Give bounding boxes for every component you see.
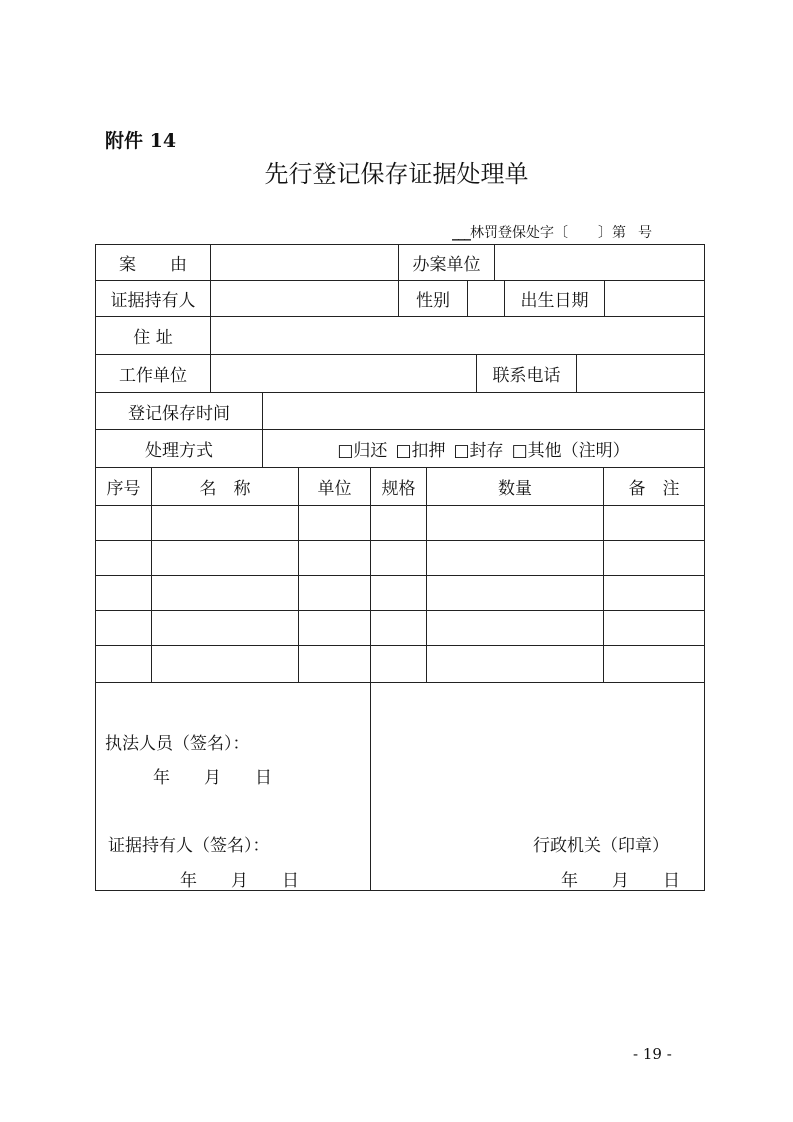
label-handling-unit: 办案单位 bbox=[398, 244, 495, 281]
page-number: - 19 - bbox=[633, 1045, 672, 1063]
doc-number-end: 号 bbox=[638, 225, 652, 241]
holder-signature-label: 证据持有人（签名）： bbox=[108, 836, 270, 856]
officer-signature-label: 执法人员（签名）： bbox=[105, 734, 250, 754]
item-row-1-spec[interactable] bbox=[370, 505, 427, 541]
item-row-3-spec[interactable] bbox=[370, 575, 427, 611]
address-field[interactable] bbox=[210, 316, 705, 355]
item-row-4-remark[interactable] bbox=[603, 610, 705, 646]
item-row-4-name[interactable] bbox=[151, 610, 299, 646]
doc-number-suffix: 〕第 bbox=[598, 225, 626, 241]
col-unit: 单位 bbox=[298, 467, 371, 506]
work-unit-field[interactable] bbox=[210, 354, 477, 393]
option-other[interactable]: □其他（注明） bbox=[511, 441, 630, 461]
item-row-5-remark[interactable] bbox=[603, 645, 705, 683]
officer-date: 年 月 日 bbox=[153, 768, 272, 788]
gender-field[interactable] bbox=[467, 280, 505, 317]
label-method: 处理方式 bbox=[95, 429, 263, 468]
item-row-1-quantity[interactable] bbox=[426, 505, 604, 541]
holder-date: 年 月 日 bbox=[180, 871, 299, 891]
label-case-reason: 案 由 bbox=[95, 244, 211, 281]
item-row-1-index[interactable] bbox=[95, 505, 152, 541]
case-reason-field[interactable] bbox=[210, 244, 399, 281]
item-row-2-remark[interactable] bbox=[603, 540, 705, 576]
option-detain[interactable]: □扣押 bbox=[395, 441, 446, 461]
doc-number-prefix: 林罚登保处字〔 bbox=[470, 225, 568, 241]
col-spec: 规格 bbox=[370, 467, 427, 506]
label-address: 住 址 bbox=[95, 316, 211, 355]
item-row-3-quantity[interactable] bbox=[426, 575, 604, 611]
item-row-4-index[interactable] bbox=[95, 610, 152, 646]
item-row-2-quantity[interactable] bbox=[426, 540, 604, 576]
doc-number bbox=[452, 222, 652, 242]
item-row-4-quantity[interactable] bbox=[426, 610, 604, 646]
authority-seal-label: 行政机关（印章） bbox=[533, 836, 669, 856]
item-row-5-index[interactable] bbox=[95, 645, 152, 683]
label-holder: 证据持有人 bbox=[95, 280, 211, 317]
authority-date: 年 月 日 bbox=[561, 871, 680, 891]
label-birth-date: 出生日期 bbox=[504, 280, 605, 317]
item-row-2-unit[interactable] bbox=[298, 540, 371, 576]
birth-date-field[interactable] bbox=[604, 280, 705, 317]
doc-number-blank[interactable]: ___ bbox=[452, 225, 470, 241]
holder-field[interactable] bbox=[210, 280, 399, 317]
item-row-1-name[interactable] bbox=[151, 505, 299, 541]
label-gender: 性别 bbox=[398, 280, 468, 317]
item-row-1-remark[interactable] bbox=[603, 505, 705, 541]
col-name: 名 称 bbox=[151, 467, 299, 506]
reg-time-field[interactable] bbox=[262, 392, 705, 430]
col-index: 序号 bbox=[95, 467, 152, 506]
label-phone: 联系电话 bbox=[476, 354, 577, 393]
label-work-unit: 工作单位 bbox=[95, 354, 211, 393]
item-row-1-unit[interactable] bbox=[298, 505, 371, 541]
handling-unit-field[interactable] bbox=[494, 244, 705, 281]
label-reg-time: 登记保存时间 bbox=[95, 392, 263, 430]
col-remark: 备 注 bbox=[603, 467, 705, 506]
col-quantity: 数量 bbox=[426, 467, 604, 506]
method-options bbox=[262, 429, 705, 468]
item-row-3-index[interactable] bbox=[95, 575, 152, 611]
item-row-2-index[interactable] bbox=[95, 540, 152, 576]
item-row-4-spec[interactable] bbox=[370, 610, 427, 646]
item-row-2-name[interactable] bbox=[151, 540, 299, 576]
phone-field[interactable] bbox=[576, 354, 705, 393]
authority-seal-area[interactable] bbox=[370, 682, 705, 891]
item-row-2-spec[interactable] bbox=[370, 540, 427, 576]
item-row-5-name[interactable] bbox=[151, 645, 299, 683]
item-row-3-unit[interactable] bbox=[298, 575, 371, 611]
item-row-5-spec[interactable] bbox=[370, 645, 427, 683]
item-row-3-remark[interactable] bbox=[603, 575, 705, 611]
page-title: 先行登记保存证据处理单 bbox=[264, 160, 529, 188]
item-row-3-name[interactable] bbox=[151, 575, 299, 611]
item-row-5-unit[interactable] bbox=[298, 645, 371, 683]
item-row-4-unit[interactable] bbox=[298, 610, 371, 646]
option-return[interactable]: □归还 bbox=[337, 441, 388, 461]
option-seal[interactable]: □封存 bbox=[453, 441, 504, 461]
attachment-label: 附件 14 bbox=[105, 130, 177, 152]
item-row-5-quantity[interactable] bbox=[426, 645, 604, 683]
